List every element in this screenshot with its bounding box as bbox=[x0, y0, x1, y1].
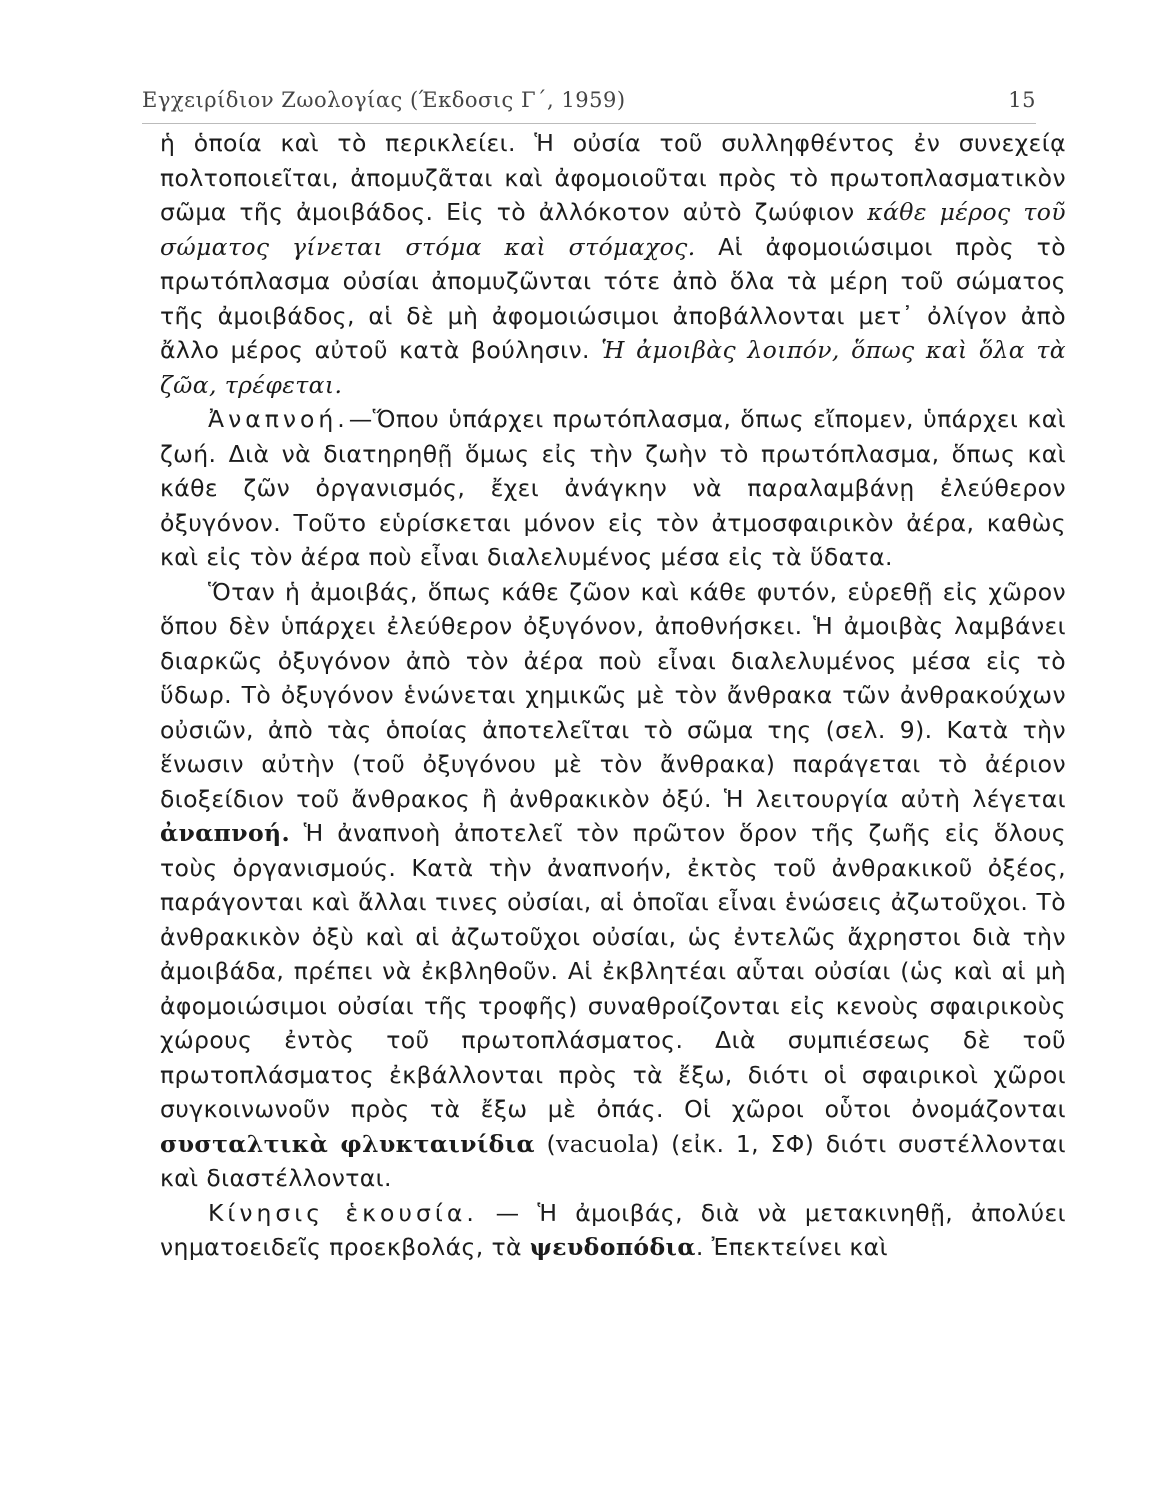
page-number: 15 bbox=[1008, 88, 1036, 112]
paragraph-oxygen: Ὅταν ἡ ἀμοιβάς, ὅπως κάθε ζῶον καὶ κάθε φυτόν, εὑρεθῇ εἰς χῶρον ὅπου δὲν ὑπάρχει ἐλεύθερον ὀξυγόνον, ἀποθνήσκει. Ἡ ἀμοιβὰς λαμβάνει διαρκῶς ὀξυγόνον ἀπὸ τὸν ἀέρα ποὺ εἶναι διαλελυμένος μέσα εἰς τὸ ὕδωρ. Τὸ ὀξυγόνον ἑνώνεται χημικῶς μὲ τὸν ἄνθρακα τῶν ἀνθρακούχων οὐσιῶν, ἀπὸ τὰς ὁποίας ἀποτελεῖται τὸ σῶμα της (σελ. 9). Κατὰ τὴν ἕνωσιν αὐτὴν (τοῦ ὀξυγόνου μὲ τὸν ἄνθρακα) παράγεται τὸ ἀέριον διοξείδιον τοῦ ἄνθρακος ἢ ἀνθρακικὸν ὀξύ. Ἡ λειτουργία αὐτὴ λέγεται ἀναπνοή. Ἡ ἀναπνοὴ ἀποτελεῖ τὸν πρῶτον ὅρον τῆς ζωῆς εἰς ὅλους τοὺς ὀργανισμούς. Κατὰ τὴν ἀναπνοήν, ἐκτὸς τοῦ ἀνθρακικοῦ ὀξέος, παράγονται καὶ ἄλλαι τινες οὐσίαι, αἱ ὁποῖαι εἶναι ἑνώσεις ἀζωτοῦχοι. Τὸ ἀνθρακικὸν ὀξὺ καὶ αἱ ἀζωτοῦχοι οὐσίαι, ὡς ἐντελῶς ἄχρηστοι διὰ τὴν ἀμοιβάδα, πρέπει νὰ ἐκβληθοῦν. Αἱ ἐκβλητέαι αὗται οὐσίαι (ὡς καὶ αἱ μὴ ἀφομοιώσιμοι οὐσίαι τῆς τροφῆς) συναθροίζονται εἰς κενοὺς σφαιρικοὺς χώρους ἐντὸς τοῦ πρωτοπλάσματος. Διὰ συμπιέσεως δὲ τοῦ πρωτοπλάσματος ἐκβάλλονται πρὸς τὰ ἔξω, διότι οἱ σφαιρικοὶ χῶροι συγκοινωνοῦν πρὸς τὰ ἔξω μὲ ὀπάς. Οἱ χῶροι οὗτοι ὀνομάζονται συσταλτικὰ φλυκταινίδια (vacuola) (εἰκ. 1, ΣΦ) διότι συστέλλονται καὶ διαστέλλονται. bbox=[160, 577, 1067, 1192]
header-rule bbox=[142, 123, 1036, 124]
paragraph-nutrition: ἡ ὁποία καὶ τὸ περικλείει. Ἡ οὐσία τοῦ συλληφθέντος ἐν συνεχείᾳ πολτοποιεῖται, ἀπομυζᾶται καὶ ἀφομοιοῦται πρὸς τὸ πρωτοπλασματικὸν σῶμα τῆς ἀμοιβάδος. Εἰς τὸ ἀλλόκοτον αὐτὸ ζωύφιον κάθε μέρος τοῦ σώματος γίνεται στόμα καὶ στόμαχος. Αἱ ἀφομοιώσιμοι πρὸς τὸ πρωτόπλασμα οὐσίαι ἀπομυζῶνται τότε ἀπὸ ὅλα τὰ μέρη τοῦ σώματος τῆς ἀμοιβάδος, αἱ δὲ μὴ ἀφομοιώσιμοι ἀποβάλλονται μετ᾽ ὀλίγον ἀπὸ ἄλλο μέρος αὐτοῦ κατὰ βούλησιν. Ἡ ἀμοιβὰς λοιπόν, ὅπως καὶ ὅλα τὰ ζῶα, τρέφεται. bbox=[160, 129, 1066, 399]
emphasis-text: κάθε μέρος τοῦ σώματος γίνεται στόμα καὶ στόμαχος. bbox=[160, 198, 1066, 261]
running-title: Εγχειρίδιον Ζωολογίας (Έκδοσις Γ΄, 1959) bbox=[142, 88, 626, 112]
latin-term: vacuola bbox=[556, 1129, 651, 1158]
bold-term: ἀναπνοή. bbox=[160, 819, 291, 847]
paragraph-respiration: Ἀναπνοή.—Ὅπου ὑπάρχει πρωτόπλασμα, ὅπως εἴπομεν, ὑπάρχει καὶ ζωή. Διὰ νὰ διατηρηθῇ ὅμως εἰς τὴν ζωὴν τὸ πρωτόπλασμα, ὅπως καὶ κάθε ζῶν ὀργανισμός, ἔχει ἀνάγκην νὰ παραλαμβάνῃ ἐλεύθερον ὀξυγόνον. Τοῦτο εὑρίσκεται μόνον εἰς τὸν ἀτμοσφαιρικὸν ἀέρα, καθὼς καὶ εἰς τὸν ἀέρα ποὺ εἶναι διαλελυμένος μέσα εἰς τὰ ὕδατα. bbox=[160, 405, 1066, 571]
emphasis-text: Ἡ ἀμοιβὰς λοιπόν, ὅπως καὶ ὅλα τὰ ζῶα, τρέφεται. bbox=[160, 336, 1066, 399]
paragraph-movement: Κίνησις ἑκουσία. — Ἡ ἀμοιβάς, διὰ νὰ μετακινηθῇ, ἀπολύει νηματοειδεῖς προεκβολάς, τὰ ψευδοπόδια. Ἐπεκτείνει καὶ bbox=[160, 1198, 1066, 1261]
bold-term: ψευδοπόδια bbox=[529, 1233, 696, 1261]
running-header bbox=[142, 88, 1036, 112]
bold-term: συσταλτικὰ φλυκταινίδια bbox=[160, 1129, 535, 1158]
body-text bbox=[160, 126, 1066, 1265]
section-heading: Ἀναπνοή. bbox=[208, 405, 349, 433]
section-heading: Κίνησις ἑκουσία. bbox=[208, 1198, 478, 1227]
